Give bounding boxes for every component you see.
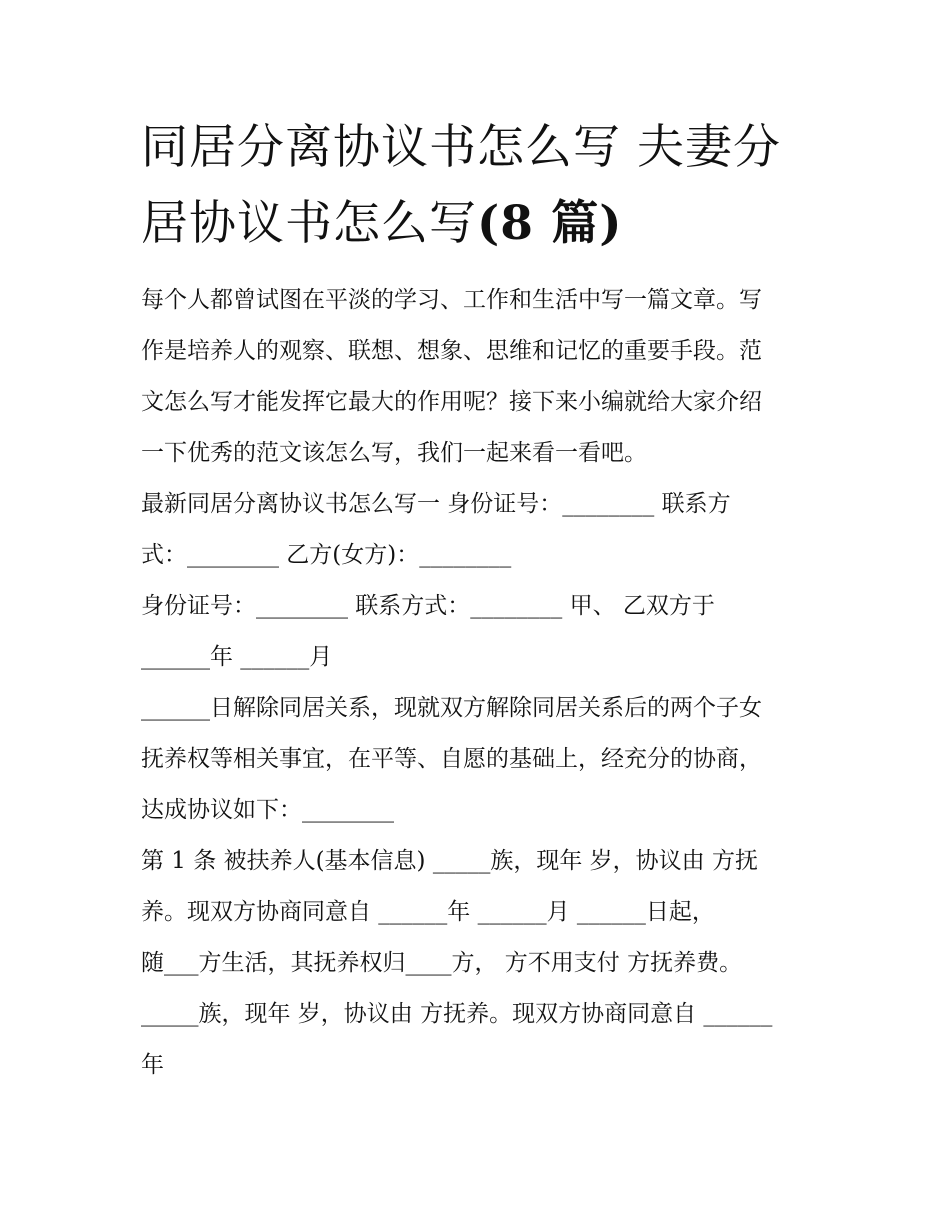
body-line-3: 身份证号：________ 联系方式：________ 甲、 乙双方于 — [141, 593, 715, 619]
body-line-11: _____族，现年 岁，协议由 方抚养。现双方协商同意自 ______ — [141, 1001, 773, 1027]
title-line-2 — [141, 186, 816, 262]
intro-line-3: 文怎么写才能发挥它最大的作用呢？接下来小编就给大家介绍 — [141, 389, 762, 415]
body-line-9: 养。现双方协商同意自 ______年 ______月 ______日起， — [141, 899, 715, 925]
intro-line-2: 作是培养人的观察、联想、想象、思维和记忆的重要手段。范 — [141, 338, 762, 364]
document-page — [141, 110, 816, 1091]
body-line-1: 最新同居分离协议书怎么写一 身份证号：________ 联系方 — [141, 491, 731, 517]
agreement-body — [141, 479, 816, 1091]
title-count: (8 篇) — [477, 196, 623, 251]
body-line-5: ______日解除同居关系，现就双方解除同居关系后的两个子女 — [141, 695, 762, 721]
intro-paragraph — [141, 275, 816, 479]
title-line-1: 同居分离协议书怎么写 夫妻分 — [141, 120, 781, 175]
body-line-2: 式：________ 乙方(女方)：________ — [141, 542, 512, 568]
intro-line-1: 每个人都曾试图在平淡的学习、工作和生活中写一篇文章。写 — [141, 287, 762, 313]
title-line-2-text: 居协议书怎么写 — [141, 196, 477, 251]
body-line-8: 第 1 条 被扶养人(基本信息) _____族，现年 岁，协议由 方抚 — [141, 848, 758, 874]
body-line-6: 抚养权等相关事宜，在平等、自愿的基础上，经充分的协商， — [141, 746, 762, 772]
body-line-10: 随___方生活，其抚养权归____方， 方不用支付 方抚养费。 — [141, 950, 743, 976]
body-line-12: 年 — [141, 1052, 164, 1078]
document-title — [141, 110, 816, 262]
body-line-4: ______年 ______月 — [141, 644, 333, 670]
body-line-7: 达成协议如下：________ — [141, 797, 394, 823]
intro-line-4: 一下优秀的范文该怎么写，我们一起来看一看吧。 — [141, 440, 647, 466]
